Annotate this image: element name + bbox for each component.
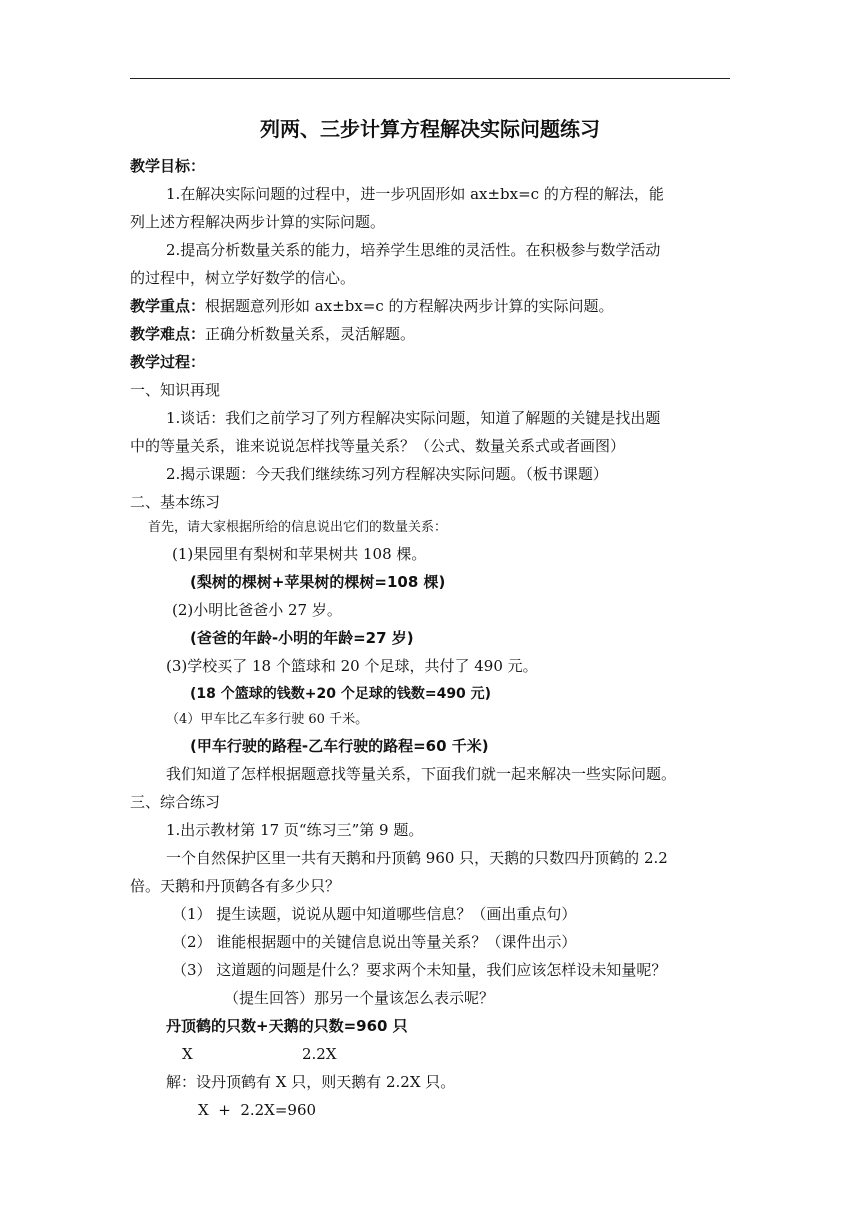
goals-heading: 教学目标： bbox=[130, 157, 206, 175]
quantity-relation: 丹顶鹤的只数+天鹅的只数=960 只 bbox=[166, 1017, 408, 1035]
page-title: 列两、三步计算方程解决实际问题练习 bbox=[260, 117, 600, 141]
step-3-line-1: （3） 这道题的问题是什么？要求两个未知量，我们应该怎样设未知量呢？ bbox=[172, 961, 667, 979]
answer-3: (18 个篮球的钱数+20 个足球的钱数=490 元) bbox=[190, 686, 492, 702]
section-3-heading: 三、综合练习 bbox=[130, 793, 221, 811]
problem-line-2: 倍。天鹅和丹顶鹤各有多少只？ bbox=[130, 877, 341, 895]
key-point bbox=[130, 296, 614, 316]
difficulty-label: 教学难点： bbox=[130, 325, 206, 343]
question-4: （4）甲车比乙车多行驶 60 千米。 bbox=[166, 712, 369, 727]
goal-2-line-2: 的过程中，树立学好数学的信心。 bbox=[130, 269, 356, 287]
answer-2: (爸爸的年龄-小明的年龄=27 岁) bbox=[190, 629, 414, 647]
variable-x: X bbox=[182, 1045, 193, 1063]
goal-1-line-2: 列上述方程解决两步计算的实际问题。 bbox=[130, 213, 386, 231]
goal-1-line-1: 1.在解决实际问题的过程中，进一步巩固形如 ax±bx=c 的方程的解法，能 bbox=[166, 185, 664, 203]
goal-2-line-1: 2.提高分析数量关系的能力，培养学生思维的灵活性。在积极参与数学活动 bbox=[166, 241, 661, 259]
step-1: （1） 提生读题，说说从题中知道哪些信息？（画出重点句） bbox=[172, 905, 577, 923]
solution-setup: 解：设丹顶鹤有 X 只，则天鹅有 2.2X 只。 bbox=[166, 1073, 456, 1091]
process-heading: 教学过程： bbox=[130, 353, 206, 371]
section-2-heading: 二、基本练习 bbox=[130, 493, 221, 511]
difficulty-text: 正确分析数量关系，灵活解题。 bbox=[205, 325, 416, 343]
section-1-p2: 2.揭示课题：今天我们继续练习列方程解决实际问题。（板书课题） bbox=[166, 465, 608, 483]
variable-2-2x: 2.2X bbox=[302, 1045, 337, 1063]
answer-4: (甲车行驶的路程-乙车行驶的路程=60 千米) bbox=[190, 737, 489, 755]
section-1-p1-line-2: 中的等量关系，谁来说说怎样找等量关系？（公式、数量关系式或者画图） bbox=[130, 437, 626, 455]
section-2-intro: 首先，请大家根据所给的信息说出它们的数量关系： bbox=[148, 520, 448, 535]
section-1-p1-line-1: 1.谈话：我们之前学习了列方程解决实际问题，知道了解题的关键是找出题 bbox=[166, 409, 661, 427]
question-2: (2)小明比爸爸小 27 岁。 bbox=[172, 601, 342, 619]
section-2-summary: 我们知道了怎样根据题意找等量关系，下面我们就一起来解决一些实际问题。 bbox=[166, 765, 677, 783]
equation: X + 2.2X=960 bbox=[198, 1101, 317, 1119]
step-2: （2） 谁能根据题中的关键信息说出等量关系？（课件出示） bbox=[172, 933, 577, 951]
question-1: (1)果园里有梨树和苹果树共 108 棵。 bbox=[172, 545, 427, 563]
section-3-p1: 1.出示教材第 17 页“练习三”第 9 题。 bbox=[166, 821, 424, 839]
section-1-heading: 一、知识再现 bbox=[130, 381, 221, 399]
key-point-text: 根据题意列形如 ax±bx=c 的方程解决两步计算的实际问题。 bbox=[205, 297, 614, 315]
header-rule bbox=[130, 78, 730, 79]
key-point-label: 教学重点： bbox=[130, 297, 206, 315]
question-3: (3)学校买了 18 个篮球和 20 个足球，共付了 490 元。 bbox=[166, 657, 538, 675]
step-3-line-2: （提生回答）那另一个量该怎么表示呢？ bbox=[224, 989, 495, 1007]
problem-line-1: 一个自然保护区里一共有天鹅和丹顶鹤 960 只，天鹅的只数四丹顶鹤的 2.2 bbox=[166, 849, 668, 867]
difficulty bbox=[130, 324, 415, 344]
answer-1: (梨树的棵树+苹果树的棵树=108 棵) bbox=[190, 573, 446, 591]
